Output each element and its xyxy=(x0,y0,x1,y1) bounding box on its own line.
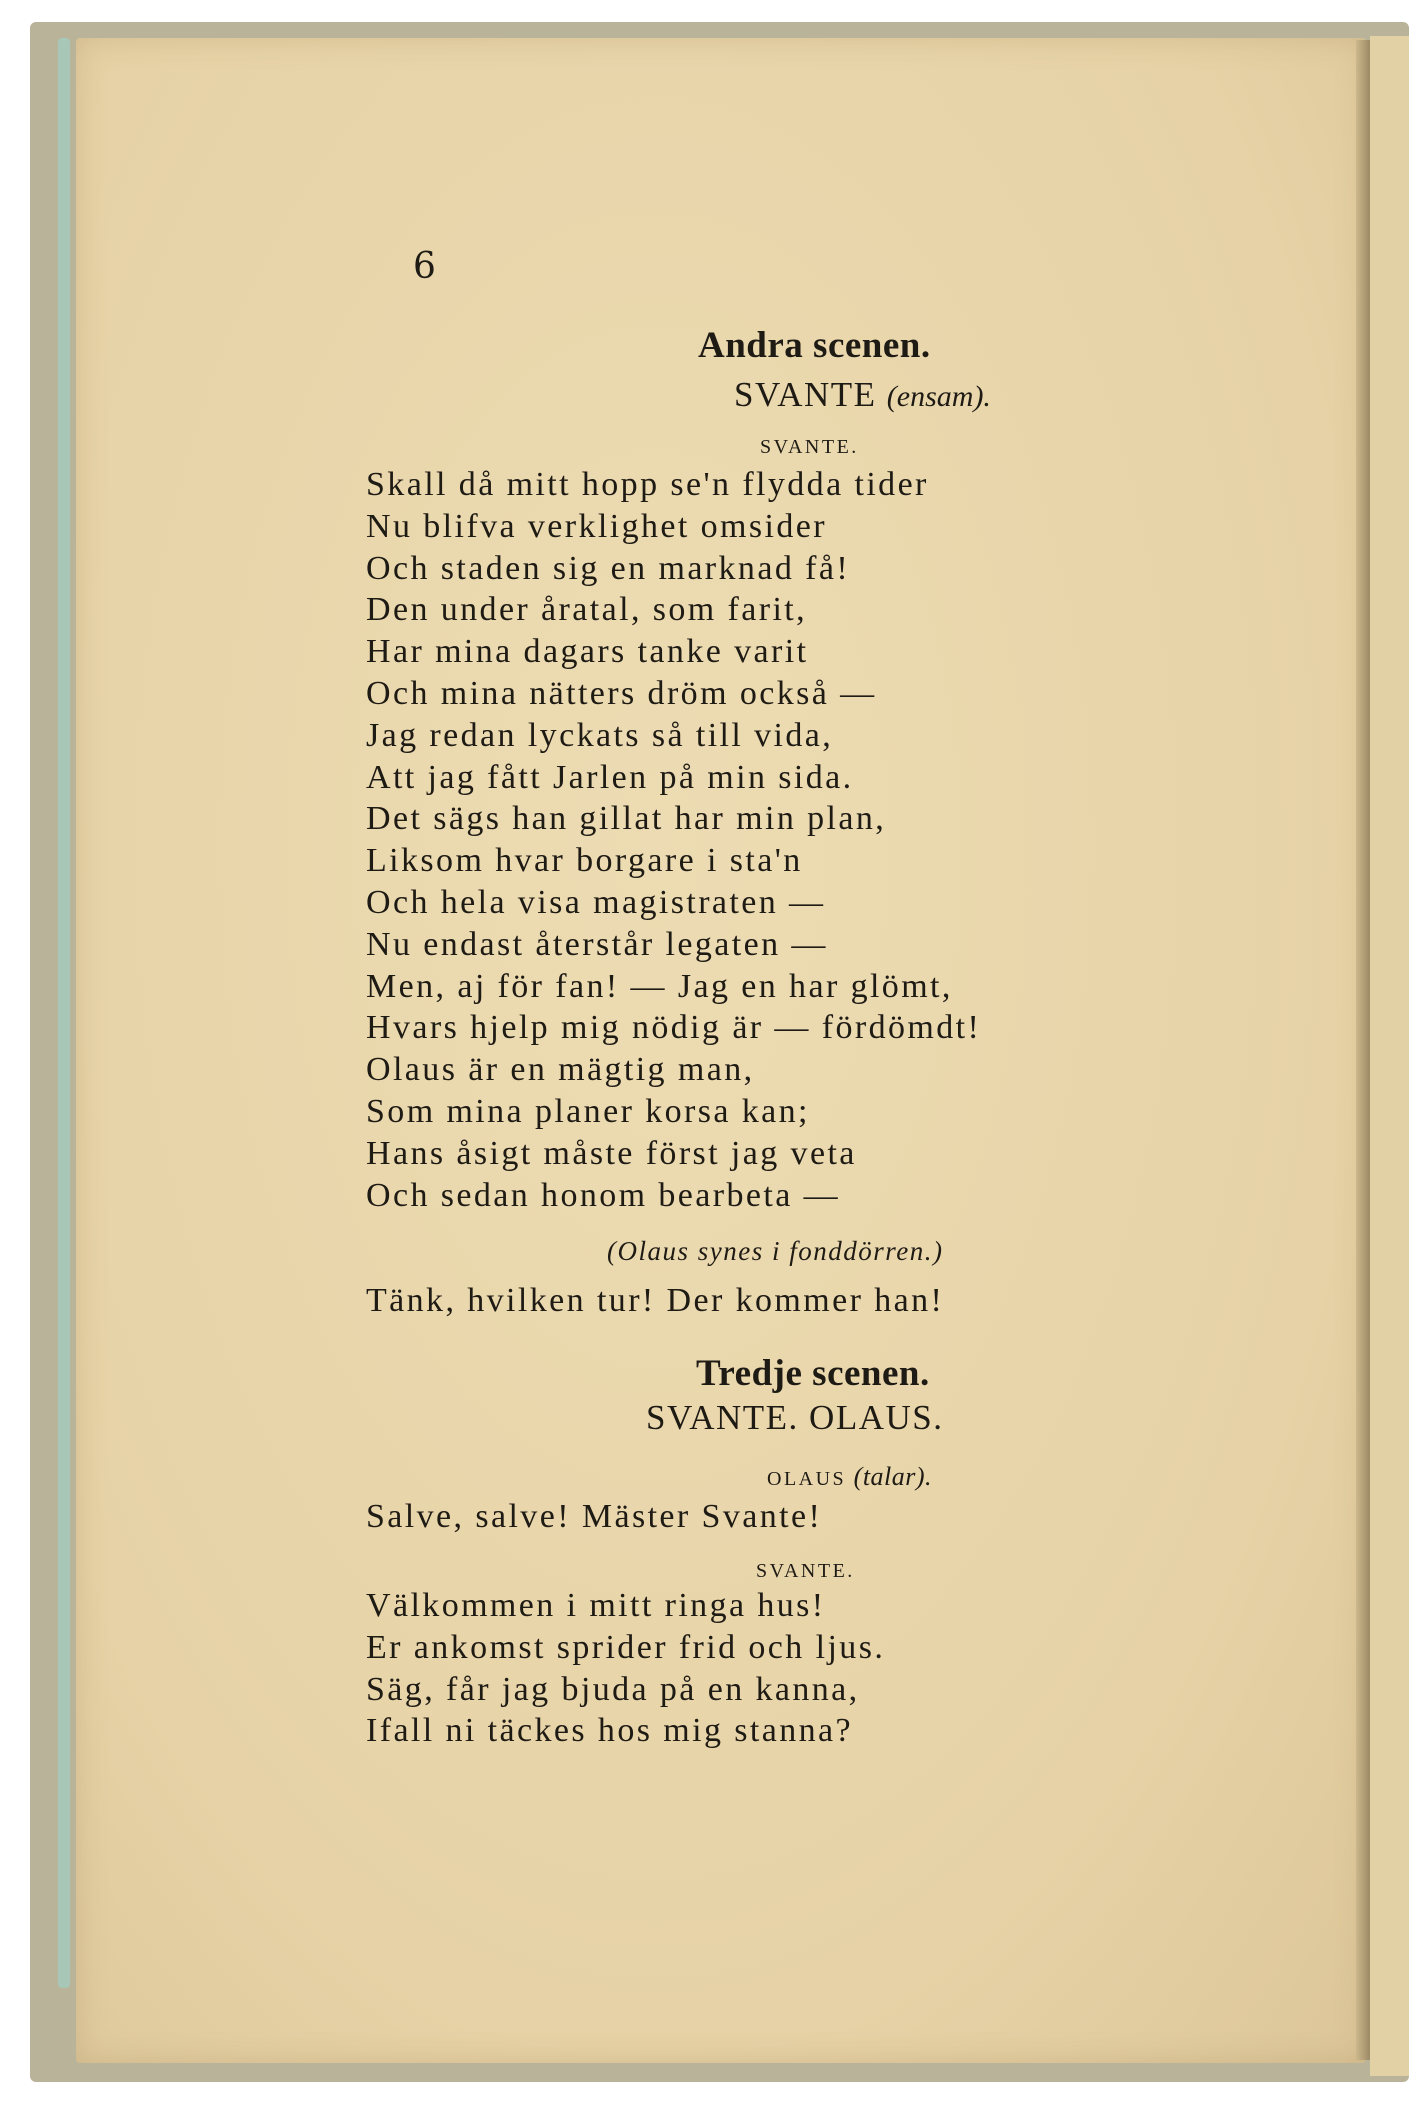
speaker-svante: SVANTE. xyxy=(760,436,859,458)
verse-line: Men, aj för fan! — Jag en har glömt, xyxy=(366,967,953,1005)
verse-line: Och staden sig en marknad få! xyxy=(366,549,851,587)
page-number: 6 xyxy=(413,246,436,287)
verse-line: Och hela visa magistraten — xyxy=(366,883,826,921)
verse-line: Liksom hvar borgare i sta'n xyxy=(366,842,803,880)
speaker-olaus-name: OLAUS xyxy=(767,1468,847,1490)
verse-line-olaus: Salve, salve! Mäster Svante! xyxy=(366,1498,823,1535)
speaker-olaus xyxy=(767,1462,932,1492)
verse-line: Hans åsigt måste först jag veta xyxy=(366,1134,857,1172)
scene-cast-tredje: SVANTE. OLAUS. xyxy=(646,1398,944,1437)
verse-line-final: Tänk, hvilken tur! Der kommer han! xyxy=(366,1282,945,1319)
verse-line: Ifall ni täckes hos mig stanna? xyxy=(366,1712,853,1750)
verse-line: Skall då mitt hopp se'n flydda tider xyxy=(366,466,929,503)
verse-line: Jag redan lyckats så till vida, xyxy=(366,716,834,754)
scene-title-tredje: Tredje scenen. xyxy=(696,1353,930,1394)
verse-line: Olaus är en mägtig man, xyxy=(366,1051,755,1089)
verse-line: Som mina planer korsa kan; xyxy=(366,1092,810,1130)
cast-note: (ensam). xyxy=(886,380,991,413)
verse-line: Nu endast återstår legaten — xyxy=(366,925,828,963)
verse-line: Säg, får jag bjuda på en kanna, xyxy=(366,1670,860,1708)
speaker-svante-2: SVANTE. xyxy=(756,1560,855,1582)
verse-line: Och mina nätters dröm också — xyxy=(366,674,877,712)
verse-line: Har mina dagars tanke varit xyxy=(366,633,809,671)
scene-title-andra: Andra scenen. xyxy=(698,325,931,366)
stage-direction: (Olaus synes i fonddörren.) xyxy=(607,1236,944,1266)
verse-block-svante-2 xyxy=(366,1585,885,1752)
verse-block-svante xyxy=(366,464,981,1216)
speaker-olaus-note: (talar). xyxy=(853,1462,933,1491)
cast-name: SVANTE xyxy=(734,375,877,414)
verse-line: Hvars hjelp mig nödig är — fördömdt! xyxy=(366,1009,982,1047)
scene-cast xyxy=(734,375,991,415)
verse-line: Välkommen i mitt ringa hus! xyxy=(366,1587,826,1624)
verse-line: Att jag fått Jarlen på min sida. xyxy=(366,758,854,796)
verse-line: Den under åratal, som farit, xyxy=(366,591,808,629)
verse-line: Nu blifva verklighet omsider xyxy=(366,507,827,545)
verse-line: Och sedan honom bearbeta — xyxy=(366,1176,841,1214)
verse-line: Det sägs han gillat har min plan, xyxy=(366,800,887,838)
verse-line: Er ankomst sprider frid och ljus. xyxy=(366,1628,886,1666)
